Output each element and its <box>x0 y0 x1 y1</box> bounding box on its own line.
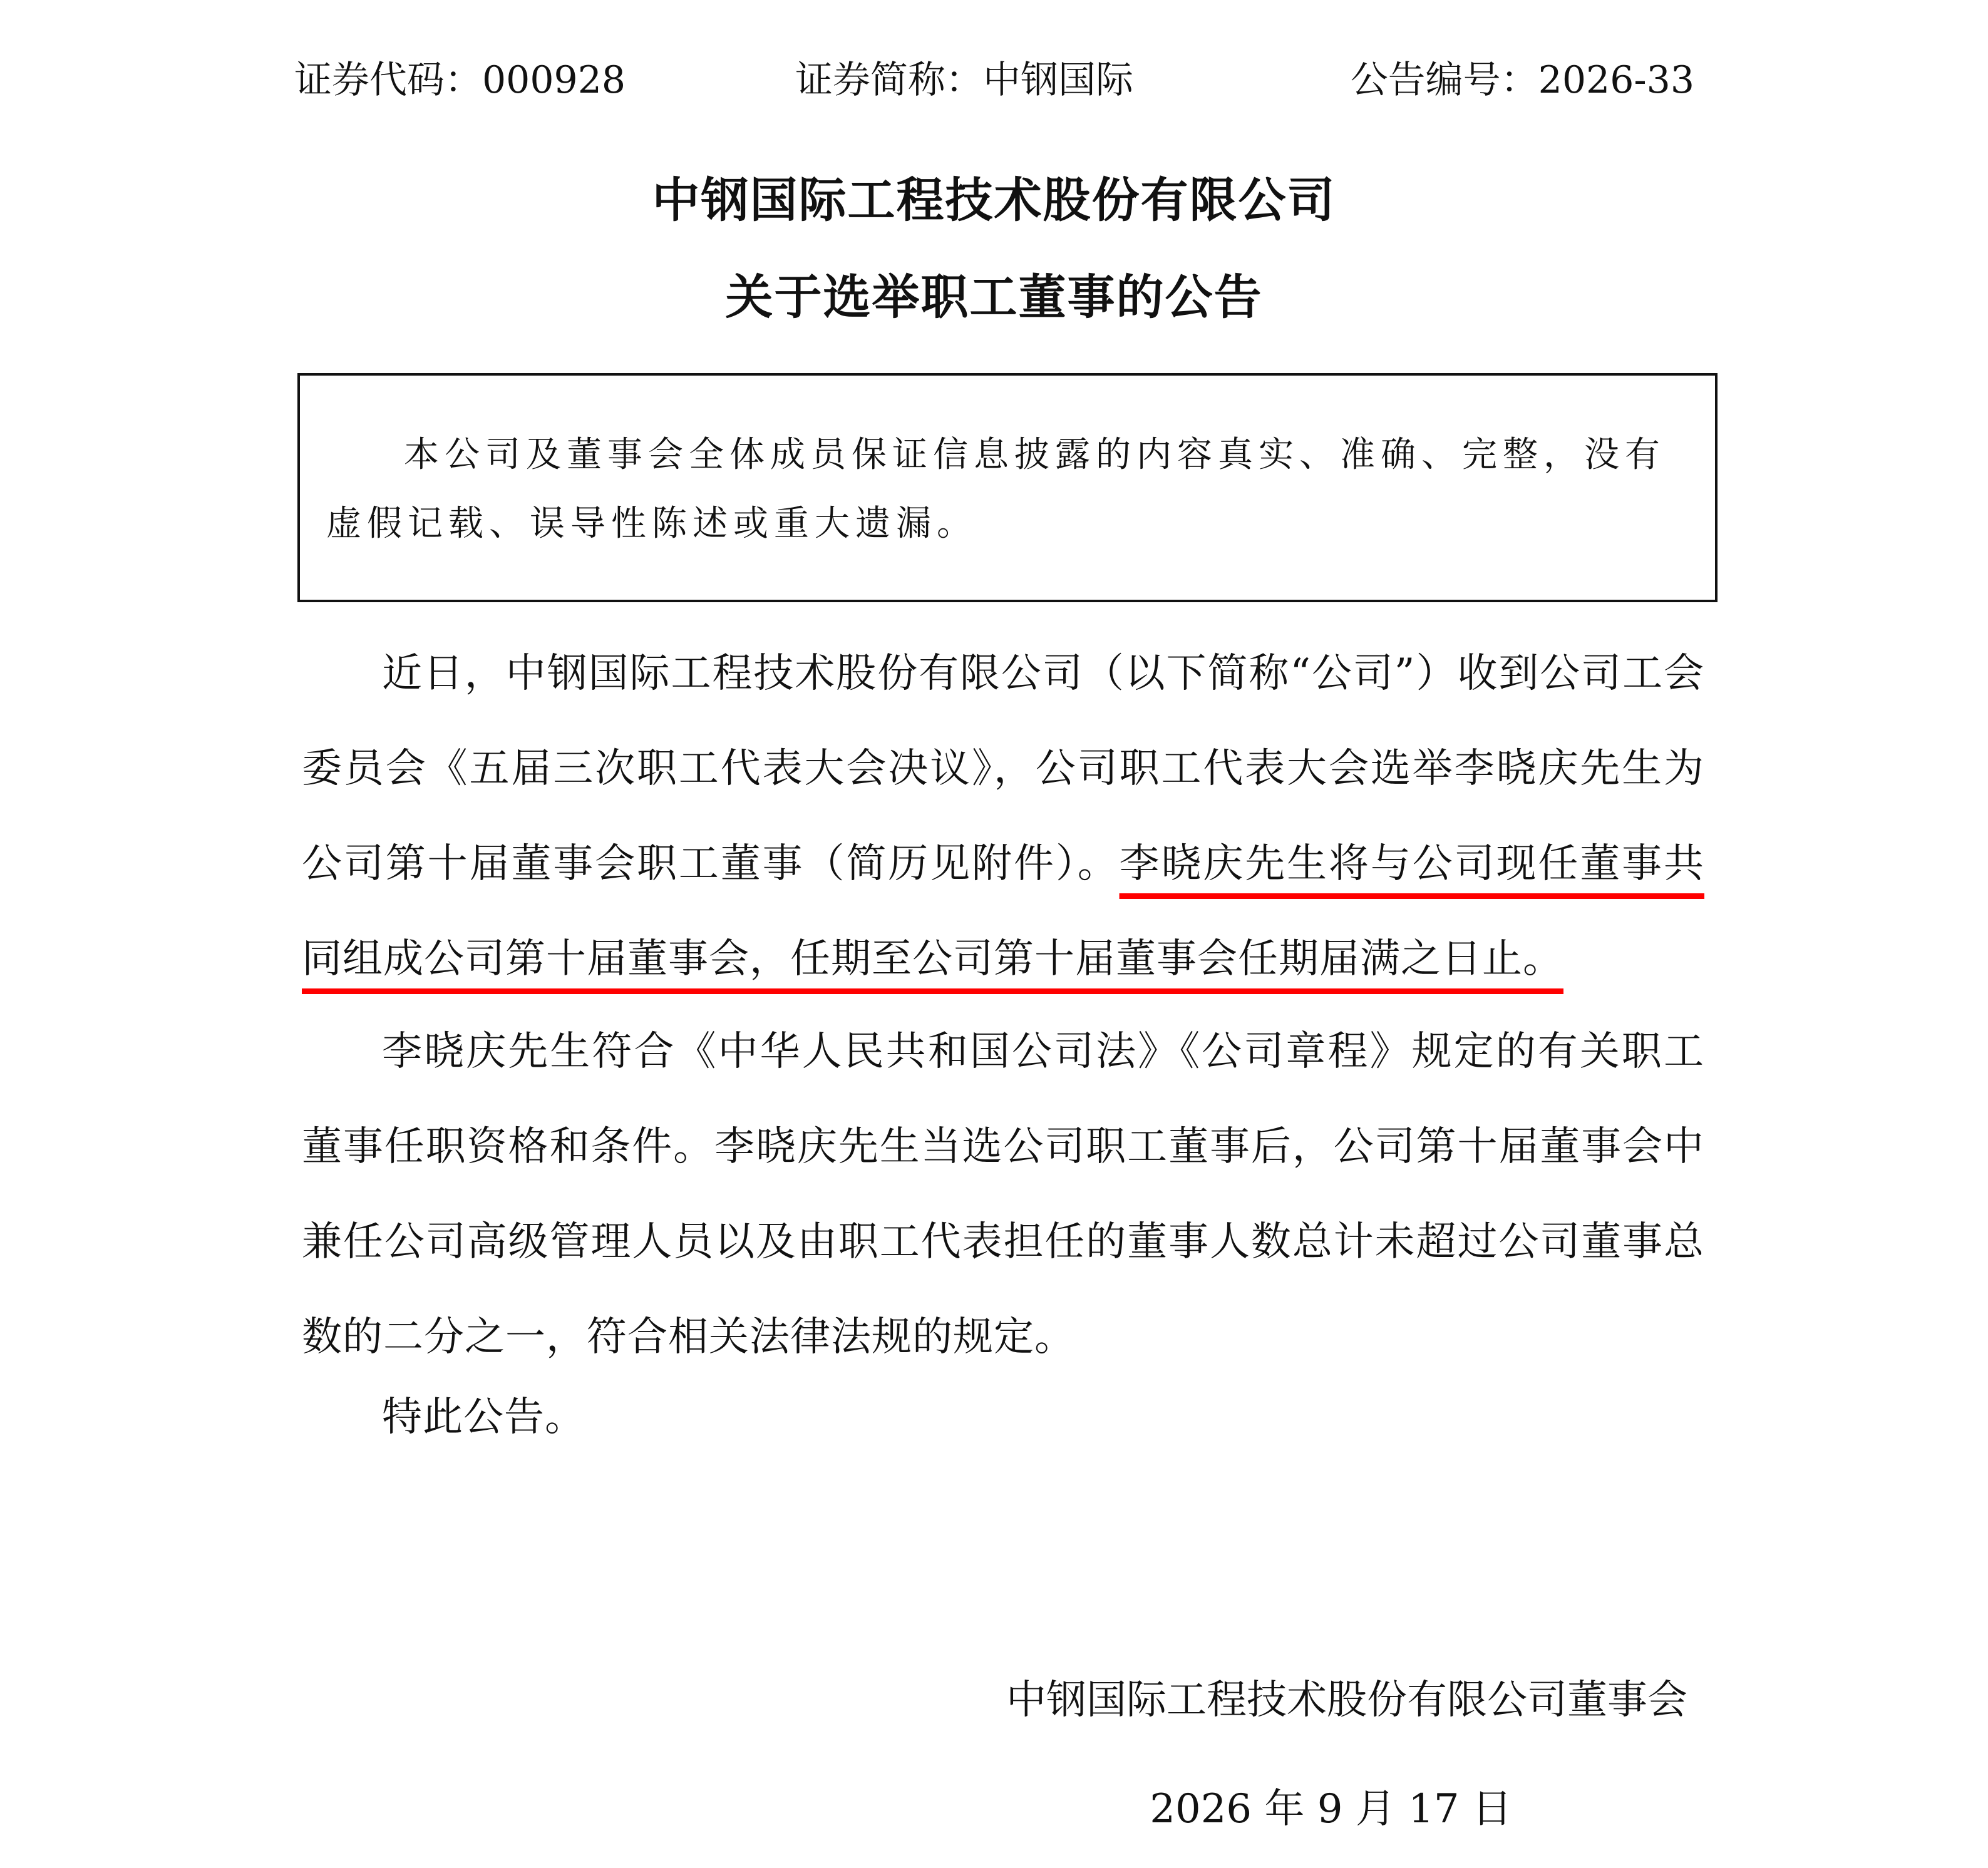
highlighted-sentence: 李晓庆先生将与公司现任董事共同组成公司第十届董事会，任期至公司第十届董事会任期届满之日止。 <box>302 841 1705 982</box>
stock-abbreviation: 证券简称：中钢国际 <box>795 58 1133 102</box>
signature-organization: 中钢国际工程技术股份有限公司董事会 <box>1006 1677 1687 1723</box>
signature-date: 2026 年 9 月 17 日 <box>1150 1786 1512 1832</box>
disclaimer-text: 本公司及董事会全体成员保证信息披露的内容真实、准确、完整，没有虚假记载、误导性陈述或重大遗漏。 <box>326 434 1666 544</box>
document-header <box>294 49 1694 111</box>
disclaimer-box <box>297 373 1718 602</box>
announcement-title: 关于选举职工董事的公告 <box>725 269 1263 325</box>
announcement-number: 公告编号：2026-33 <box>1350 58 1694 102</box>
closing-statement: 特此公告。 <box>382 1394 585 1440</box>
stock-code: 证券代码：000928 <box>294 58 626 102</box>
body-paragraph-2: 李晓庆先生符合《中华人民共和国公司法》《公司章程》规定的有关职工董事任职资格和条件。李晓庆先生当选公司职工董事后，公司第十届董事会中兼任公司高级管理人员以及由职工代表担任的董事人数总计未超过公司董事总数的二分之一，符合相关法律法规的规定。 <box>302 1029 1704 1360</box>
company-title: 中钢国际工程技术股份有限公司 <box>652 172 1336 228</box>
paragraph-1-lead: 近日，中钢国际工程技术股份有限公司（以下简称“公司”）收到公司工会委员会《五届三次职工代表大会决议》，公司职工代表大会选举李晓庆先生为公司第十届董事会职工董事（简历见附件）。 <box>302 650 1704 887</box>
body-paragraph-1 <box>302 626 1704 1007</box>
